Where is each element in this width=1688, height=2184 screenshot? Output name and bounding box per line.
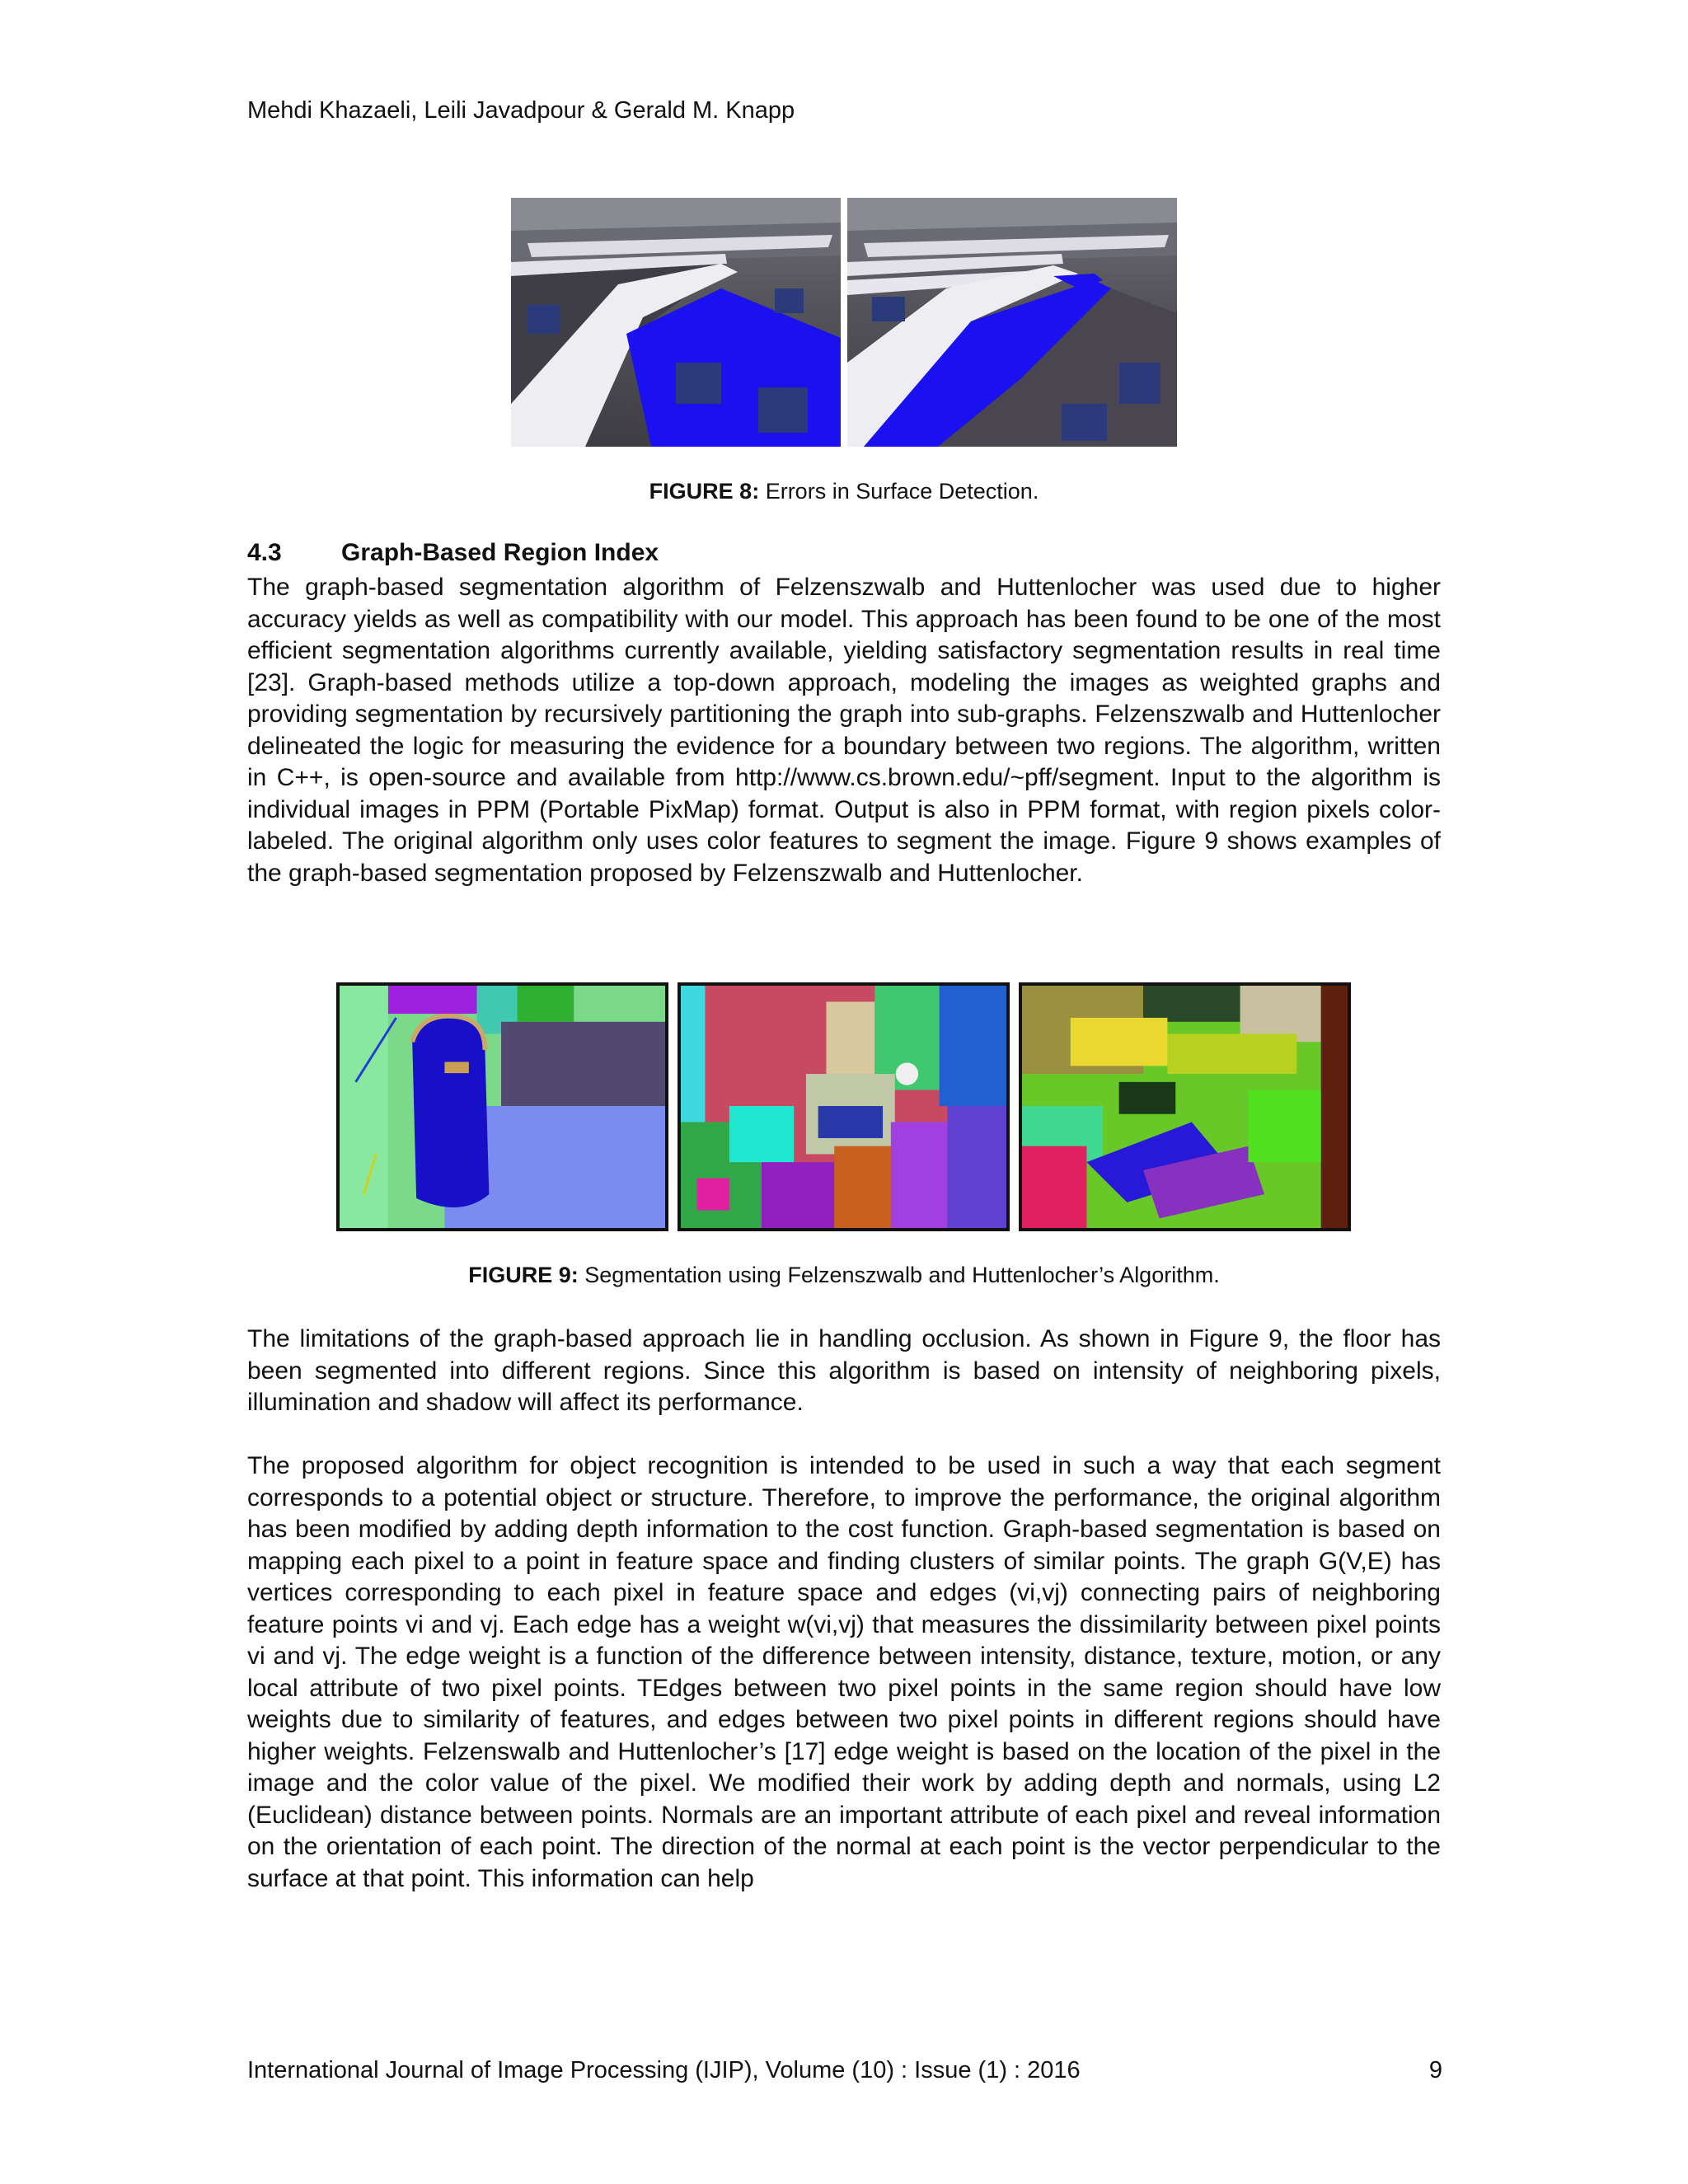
section-number: 4.3 [247,539,282,566]
paragraph-3: The proposed algorithm for object recognition is intended to be used in such a way that each segment corresponds to a potential object or structure. Therefore, to improve the performance, the original algorithm has been modified by adding depth information to the cost function. Graph-based segmentation is based on mapping each pixel to a point in feature space and finding clusters of similar points. The graph G(V,E) has vertices corresponding to each pixel in feature space and edges (vi,vj) connecting pairs of neighboring feature points vi and vj. Each edge has a weight w(vi,vj) that measures the dissimilarity between pixel points vi and vj. The edge weight is a function of the difference between intensity, distance, texture, motion, or any local attribute of two pixel points. TEdges between two pixel points in the same region should have low weights due to similarity of features, and edges between two pixel points in different regions should have higher weights. Felzenswalb and Huttenlocher’s [17] edge weight is based on the location of the pixel in the image and the color value of the pixel. We modified their work by adding depth and normals, using L2 (Euclidean) distance between points. Normals are an important attribute of each pixel and reveal information on the orientation of each point. The direction of the normal at each point is the vector perpendicular to the surface at that point. This information can help [247,1452,1441,1892]
page-footer [247,2057,1442,2084]
figure-8-image-right [847,198,1177,447]
paragraph-1: The graph-based segmentation algorithm of Felzenszwalb and Huttenlocher was used due to higher accuracy yields as well as compatibility with our model. This approach has been found to be one of the most efficient segmentation algorithms currently available, yielding satisfactory segmentation results in real time [23]. Graph-based methods utilize a top-down approach, modeling the images as weighted graphs and providing segmentation by recursively partitioning the graph into sub-graphs. Felzenszwalb and Huttenlocher delineated the logic for measuring the evidence for a boundary between two regions. The algorithm, written in C++, is open-source and available from http://www.cs.brown.edu/~pff/segment. Input to the algorithm is individual images in PPM (Portable PixMap) format. Output is also in PPM format, with region pixels color-labeled. The original algorithm only uses color features to segment the image. Figure 9 shows examples of the graph-based segmentation proposed by Felzenszwalb and Huttenlocher. [247,574,1441,887]
figure-8-label: FIGURE 8: [649,479,760,504]
figure-9-caption [0,1263,1688,1288]
figure-9-image-3 [1019,982,1351,1231]
figure-8-image-left [511,198,841,447]
figure-8 [511,198,1177,447]
figure-9-label: FIGURE 9: [468,1263,579,1287]
page-number: 9 [1428,2057,1442,2083]
footer-journal: International Journal of Image Processing (IJIP), Volume (10) : Issue (1) : 2016 [247,2057,1081,2083]
section-title: Graph-Based Region Index [341,539,659,566]
figure-9-image-1 [336,982,668,1231]
figure-9 [336,982,1352,1231]
figure-8-caption [0,479,1688,504]
figure-9-caption-text: Segmentation using Felzenszwalb and Huttenlocher’s Algorithm. [578,1263,1220,1287]
running-head: Mehdi Khazaeli, Leili Javadpour & Gerald M. Knapp [247,97,795,124]
figure-9-image-2 [678,982,1010,1231]
figure-8-caption-text: Errors in Surface Detection. [759,479,1039,504]
section-heading [247,539,659,567]
paragraph-2: The limitations of the graph-based approach lie in handling occlusion. As shown in Figure 9, the floor has been segmented into different regions. Since this algorithm is based on intensity of neighboring pixels, illumination and shadow will affect its performance. [247,1325,1441,1416]
